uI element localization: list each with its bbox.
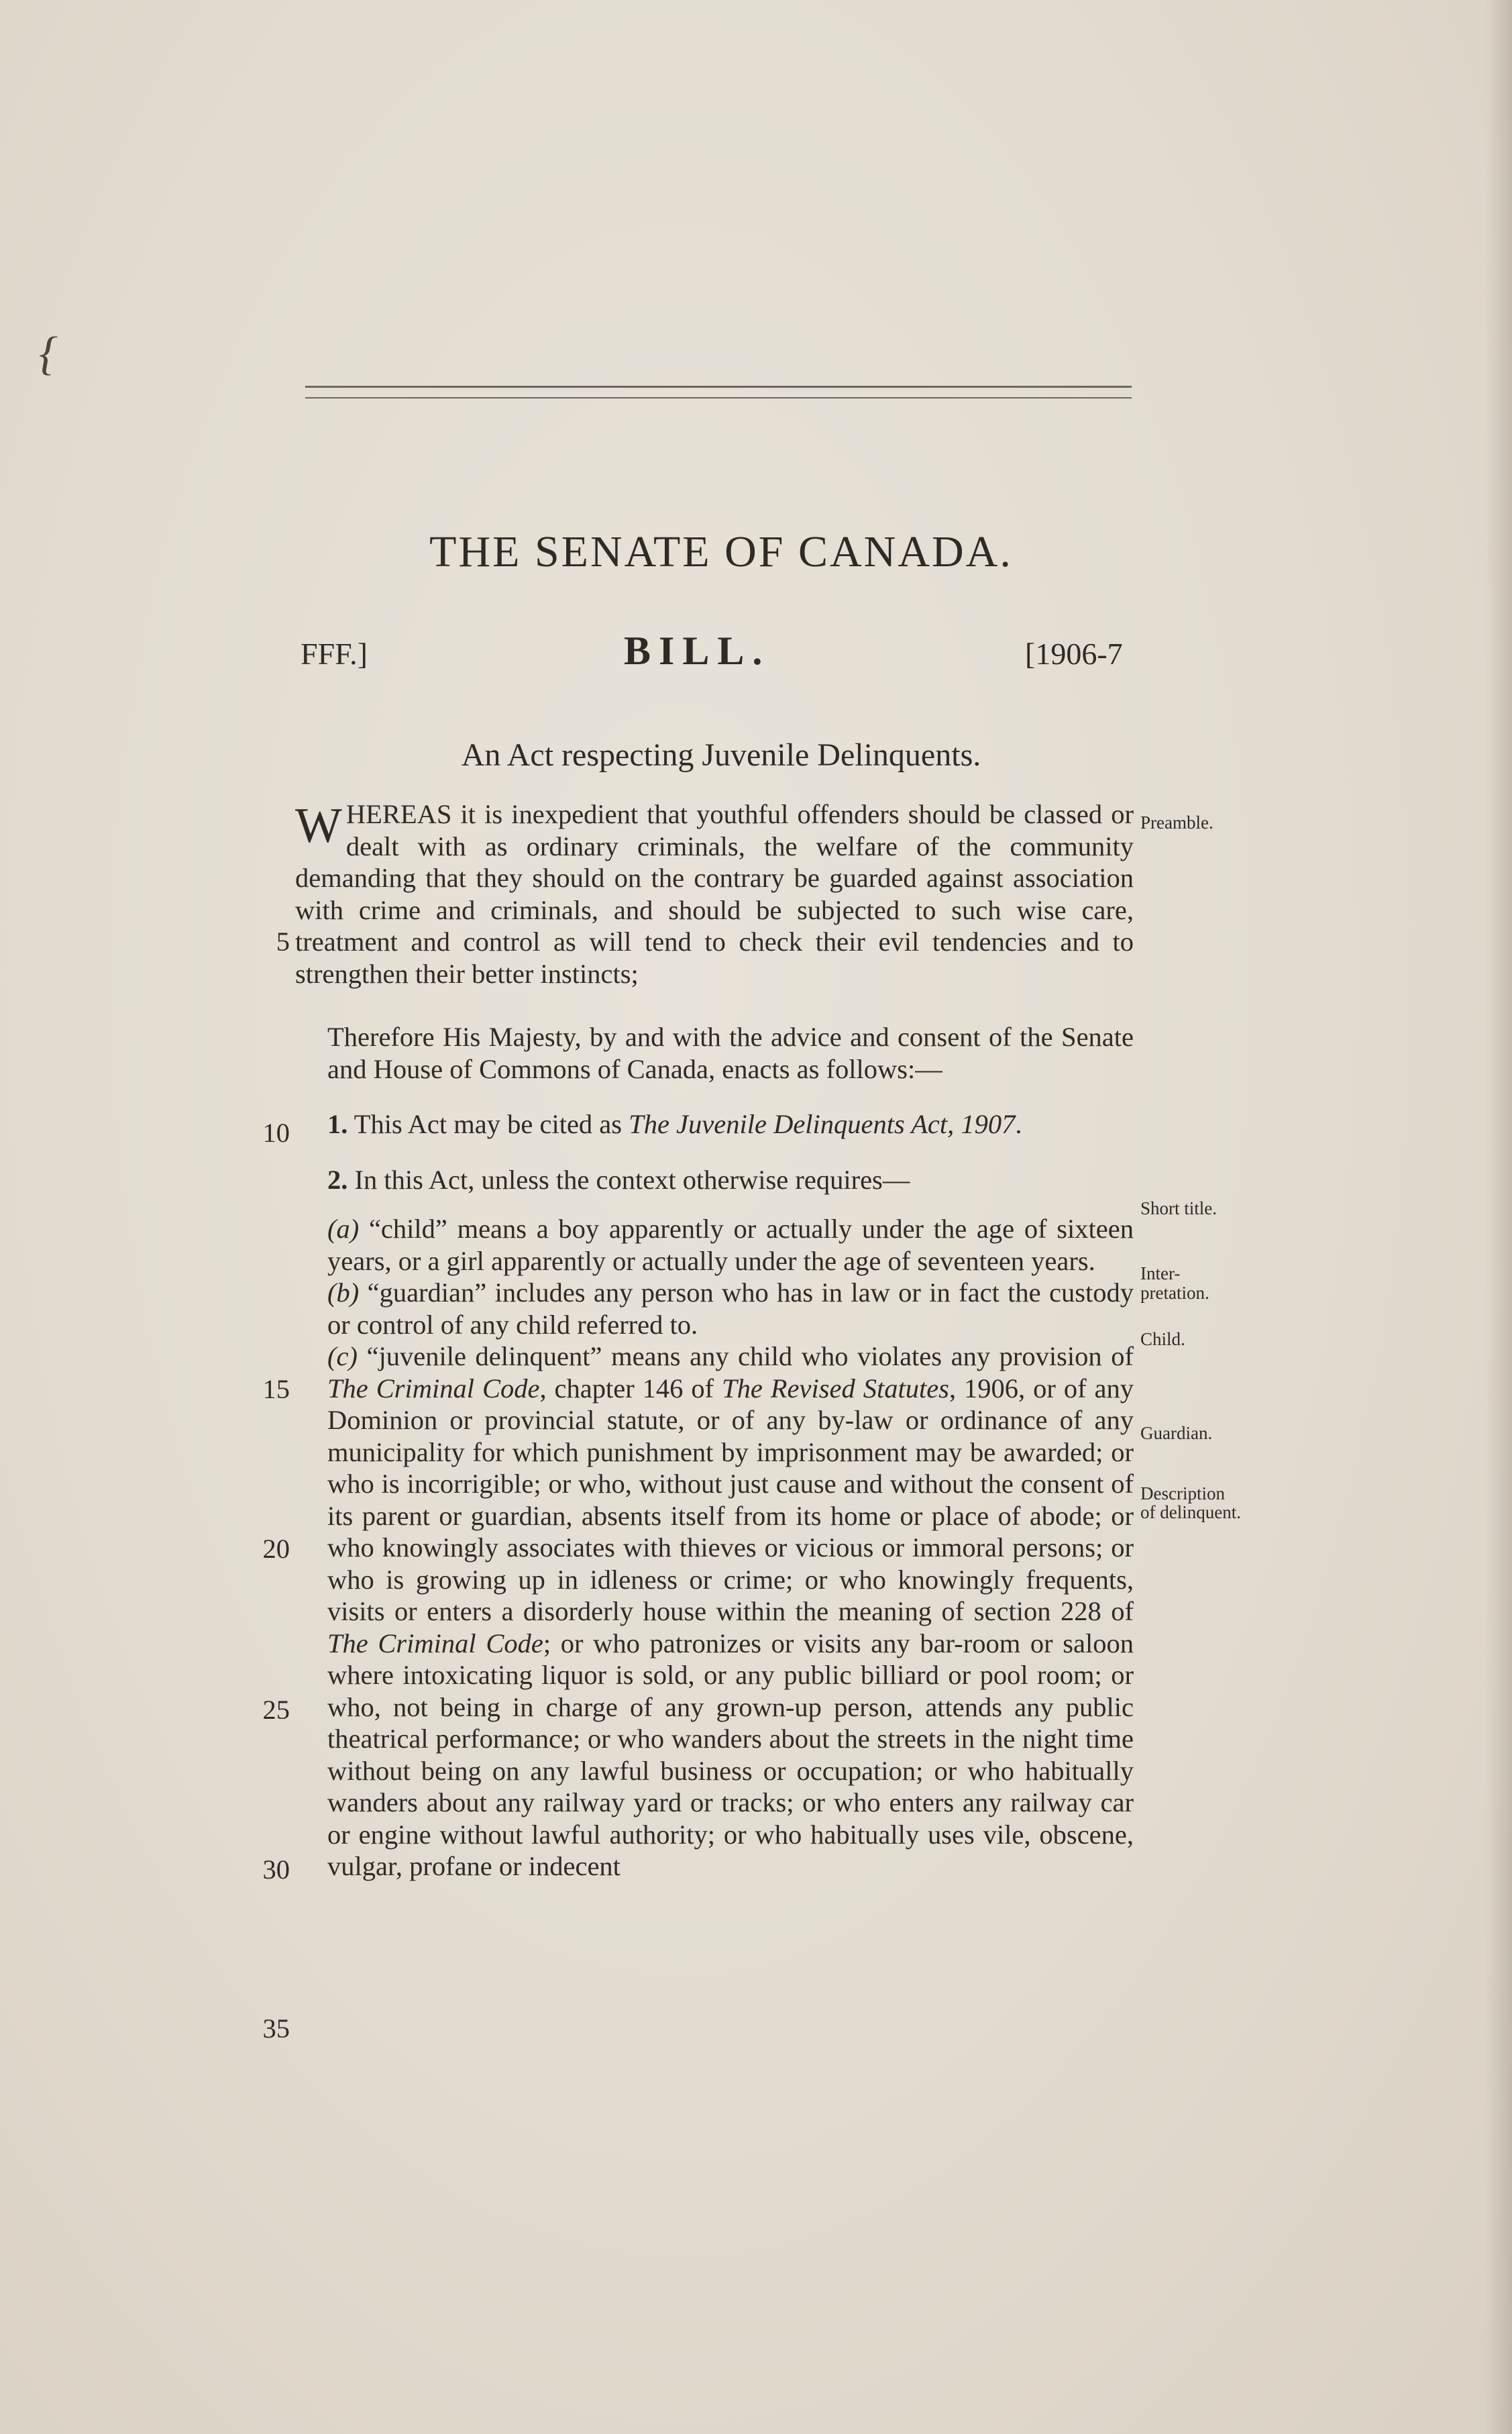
line-number-10: 10 — [262, 1118, 290, 1148]
line-number-35: 35 — [262, 2013, 290, 2044]
drop-cap: W — [295, 798, 342, 853]
line-number-25: 25 — [262, 1695, 290, 1725]
note-child: Child. — [1140, 1329, 1185, 1349]
note-preamble: Preamble. — [1140, 812, 1213, 833]
margin-mark: { — [39, 328, 58, 380]
line-number-30: 30 — [262, 1854, 290, 1885]
line-number-15: 15 — [262, 1374, 290, 1404]
note-description-2: of delinquent. — [1140, 1502, 1241, 1522]
section-1: 1. This Act may be cited as The Juvenile Delinquents Act, 1907. — [327, 1109, 1022, 1139]
section-1-number: 1. — [327, 1109, 348, 1139]
section-2-number: 2. — [327, 1164, 348, 1195]
senate-heading: THE SENATE OF CANADA. — [429, 527, 1013, 576]
note-interpretation-2: pretation. — [1140, 1283, 1209, 1303]
bill-title: BILL. — [624, 629, 771, 673]
section-2: 2. In this Act, unless the context otherwise requires— — [327, 1164, 910, 1195]
act-short-title: The Juvenile Delinquents Act, 1907 — [629, 1109, 1016, 1139]
note-interpretation-1: Inter- — [1140, 1263, 1181, 1283]
note-guardian: Guardian. — [1140, 1423, 1213, 1443]
note-short-title: Short title. — [1140, 1198, 1217, 1218]
header-double-rule — [305, 386, 1132, 399]
bill-number: FFF.] — [301, 637, 368, 671]
line-number-20: 20 — [262, 1534, 290, 1564]
definition-guardian: (b) “guardian” includes any person who has in law or in fact the custody or control of any child referred to. — [327, 1277, 1134, 1340]
definition-child: (a) “child” means a boy apparently or actually under the age of sixteen years, or a girl apparently or actually under the age of seventeen years. — [327, 1214, 1134, 1276]
line-number-5: 5 — [276, 927, 290, 957]
preamble-paragraph — [295, 798, 1134, 990]
definition-juvenile-delinquent: (c) “juvenile delinquent” means any child who violates any provision of The Criminal Code, chapter 146 of The Revised Statutes, 1906, or of any Dominion or provincial statute, or of any by-law or ordinance of any municipality for which punishment by imprisonment may be awarded; or who is incorrigible; or who, without just cause and without the consent of its parent or guardian, absents itself from its home or place of abode; or who knowingly associates with thieves or vicious or immoral persons; or who is growing up in idleness or crime; or who knowingly frequents, visits or enters a disorderly house within the meaning of section 228 of The Criminal Code; or who patronizes or visits any bar-room or saloon where intoxicating liquor is sold, or any public billiard or pool room; or who, not being in charge of any grown-up person, attends any public theatrical performance; or who wanders about the streets in the night time without being on any lawful business or occupation; or who habitually wanders about any railway yard or tracks; or who enters any railway car or engine without lawful authority; or who habitually uses vile, obscene, vulgar, profane or indecent — [327, 1341, 1134, 1881]
act-title: An Act respecting Juvenile Delinquents. — [461, 737, 981, 773]
bill-body — [295, 798, 1134, 1883]
session-year: [1906-7 — [1025, 637, 1123, 671]
enacting-clause: Therefore His Majesty, by and with the advice and consent of the Senate and House of Commons of Canada, enacts as follows:— — [327, 1022, 1134, 1084]
page-edge-shadow — [1485, 0, 1512, 2434]
preamble-text: HEREAS it is inexpedient that youthful offenders should be classed or dealt with as ordinary criminals, the welfare of the community demanding that they should on the contrary be guarded against association with crime and criminals, and should be subjected to such wise care, treatment and control as will tend to check their evil tendencies and to strengthen their better instincts; — [295, 799, 1134, 989]
note-description-1: Description — [1140, 1483, 1225, 1503]
